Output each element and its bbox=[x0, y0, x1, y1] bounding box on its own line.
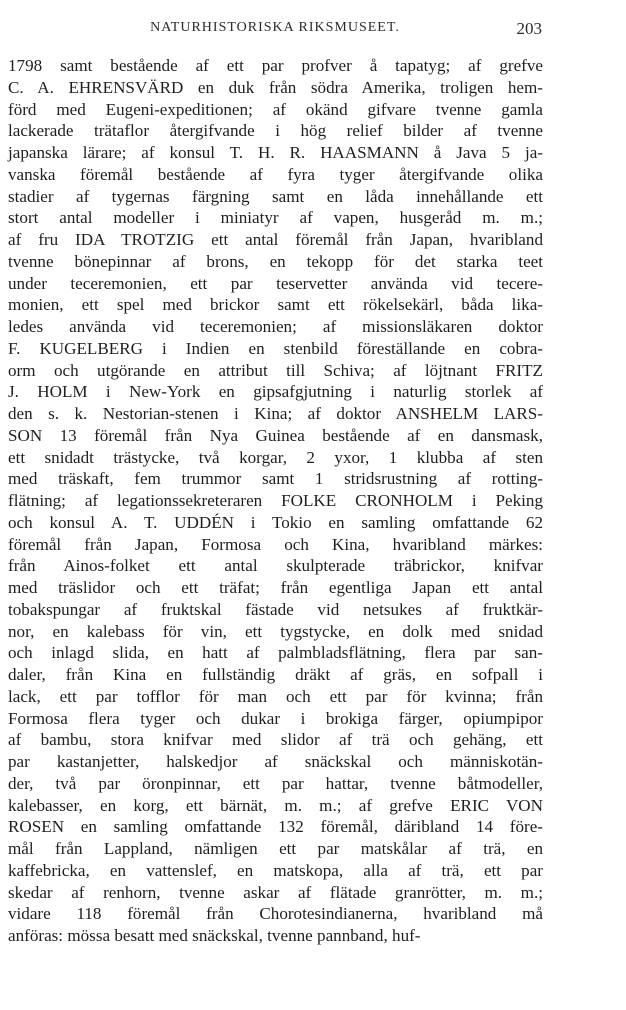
text-line: vidare 118 föremål från Chorotesindianerna, hvaribland må bbox=[8, 904, 543, 924]
text-line: stadier af tygernas färgning samt en låda innehållande ett bbox=[8, 186, 543, 206]
text-line: föremål från Japan, Formosa och Kina, hvaribland märkes: bbox=[8, 534, 543, 554]
text-line: mål från Lappland, nämligen ett par matskålar af trä, en bbox=[8, 839, 543, 858]
text-line: af bambu, stora knifvar med slidor af trä och gehäng, ett bbox=[8, 730, 543, 750]
text-line: ledes använda vid teceremonien; af missionsläkaren doktor bbox=[8, 317, 543, 336]
text-line: lack, ett par tofflor för man och ett par för kvinna; från bbox=[8, 686, 543, 706]
text-line: stort antal modeller i miniatyr af vapen, husgeråd m. m.; bbox=[8, 208, 543, 228]
text-line: F. KUGELBERG i Indien en stenbild föreställande en cobra- bbox=[8, 338, 543, 358]
text-line: lackerade trätaflor återgifvande i hög relief bilder af tvenne bbox=[8, 121, 543, 141]
text-line: kaffebricka, en vattenslef, en matskopa, alla af trä, ett par bbox=[8, 860, 543, 880]
text-line: från Ainos-folket ett antal skulpterade träbrickor, knifvar bbox=[8, 556, 543, 576]
text-line: par kastanjetter, halskedjor af snäckskal och människotän- bbox=[8, 752, 543, 771]
text-line: med träslidor och ett träfat; från egentliga Japan ett antal bbox=[8, 578, 543, 597]
text-line: nor, en kalebass för vin, ett tygstycke, en dolk med snidad bbox=[8, 621, 543, 641]
text-line: och inlagd slida, en hatt af palmbladsflätning, flera par san- bbox=[8, 643, 543, 663]
text-line: SON 13 föremål från Nya Guinea bestående af en dansmask, bbox=[8, 425, 543, 445]
text-line: förd med Eugeni-expeditionen; af okänd gifvare tvenne gamla bbox=[8, 99, 543, 119]
text-line: monien, ett spel med brickor samt ett rökelsekärl, båda lika- bbox=[8, 295, 543, 315]
page-number: 203 bbox=[516, 19, 542, 38]
text-line: Formosa flera tyger och dukar i brokiga färger, opiumpipor bbox=[8, 708, 543, 728]
text-line: C. A. EHRENSVÄRD en duk från södra Amerika, troligen hem- bbox=[8, 77, 543, 97]
text-line: 1798 samt bestående af ett par profver å tapatyg; af grefve bbox=[8, 56, 543, 75]
text-line: tvenne bönepinnar af brons, en tekopp för det starka teet bbox=[8, 251, 543, 271]
text-line: ROSEN en samling omfattande 132 föremål, däribland 14 före- bbox=[8, 817, 543, 837]
text-line: och konsul A. T. UDDÉN i Tokio en samling omfattande 62 bbox=[8, 512, 543, 532]
text-line: J. HOLM i New-York en gipsafgjutning i naturlig storlek af bbox=[8, 382, 543, 402]
text-line: med träskaft, fem trummor samt 1 stridsrustning af rotting- bbox=[8, 469, 543, 489]
text-line: under teceremonien, ett par teservetter använda vid tecere- bbox=[8, 273, 543, 293]
text-line: daler, från Kina en fullständig dräkt af gräs, en sofpall i bbox=[8, 665, 543, 684]
body-text bbox=[8, 55, 543, 947]
running-title: NATURHISTORISKA RIKSMUSEET. bbox=[150, 20, 400, 35]
text-line: skedar af renhorn, tvenne askar af flätade granrötter, m. m.; bbox=[8, 882, 543, 902]
text-line: af fru IDA TROTZIG ett antal föremål från Japan, hvaribland bbox=[8, 230, 543, 249]
text-line: der, två par öronpinnar, ett par hattar, tvenne båtmodeller, bbox=[8, 773, 543, 793]
text-line: den s. k. Nestorian-stenen i Kina; af doktor ANSHELM LARS- bbox=[8, 404, 543, 423]
text-line: flätning; af legationssekreteraren FOLKE CRONHOLM i Peking bbox=[8, 491, 543, 510]
text-line: kalebasser, en korg, ett bärnät, m. m.; af grefve ERIC VON bbox=[8, 795, 543, 815]
text-line: ett snidadt trästycke, två korgar, 2 yxor, 1 klubba af sten bbox=[8, 447, 543, 467]
text-line: tobakspungar af fruktskal fästade vid netsukes af fruktkär- bbox=[8, 599, 543, 619]
text-line: vanska föremål bestående af fyra tyger återgifvande olika bbox=[8, 164, 543, 184]
text-line: anföras: mössa besatt med snäckskal, tvenne pannband, huf- bbox=[8, 926, 421, 945]
text-line: japanska lärare; af konsul T. H. R. HAASMANN å Java 5 ja- bbox=[8, 143, 543, 162]
text-line: orm och utgörande en attribut till Schiva; af löjtnant FRITZ bbox=[8, 360, 543, 380]
